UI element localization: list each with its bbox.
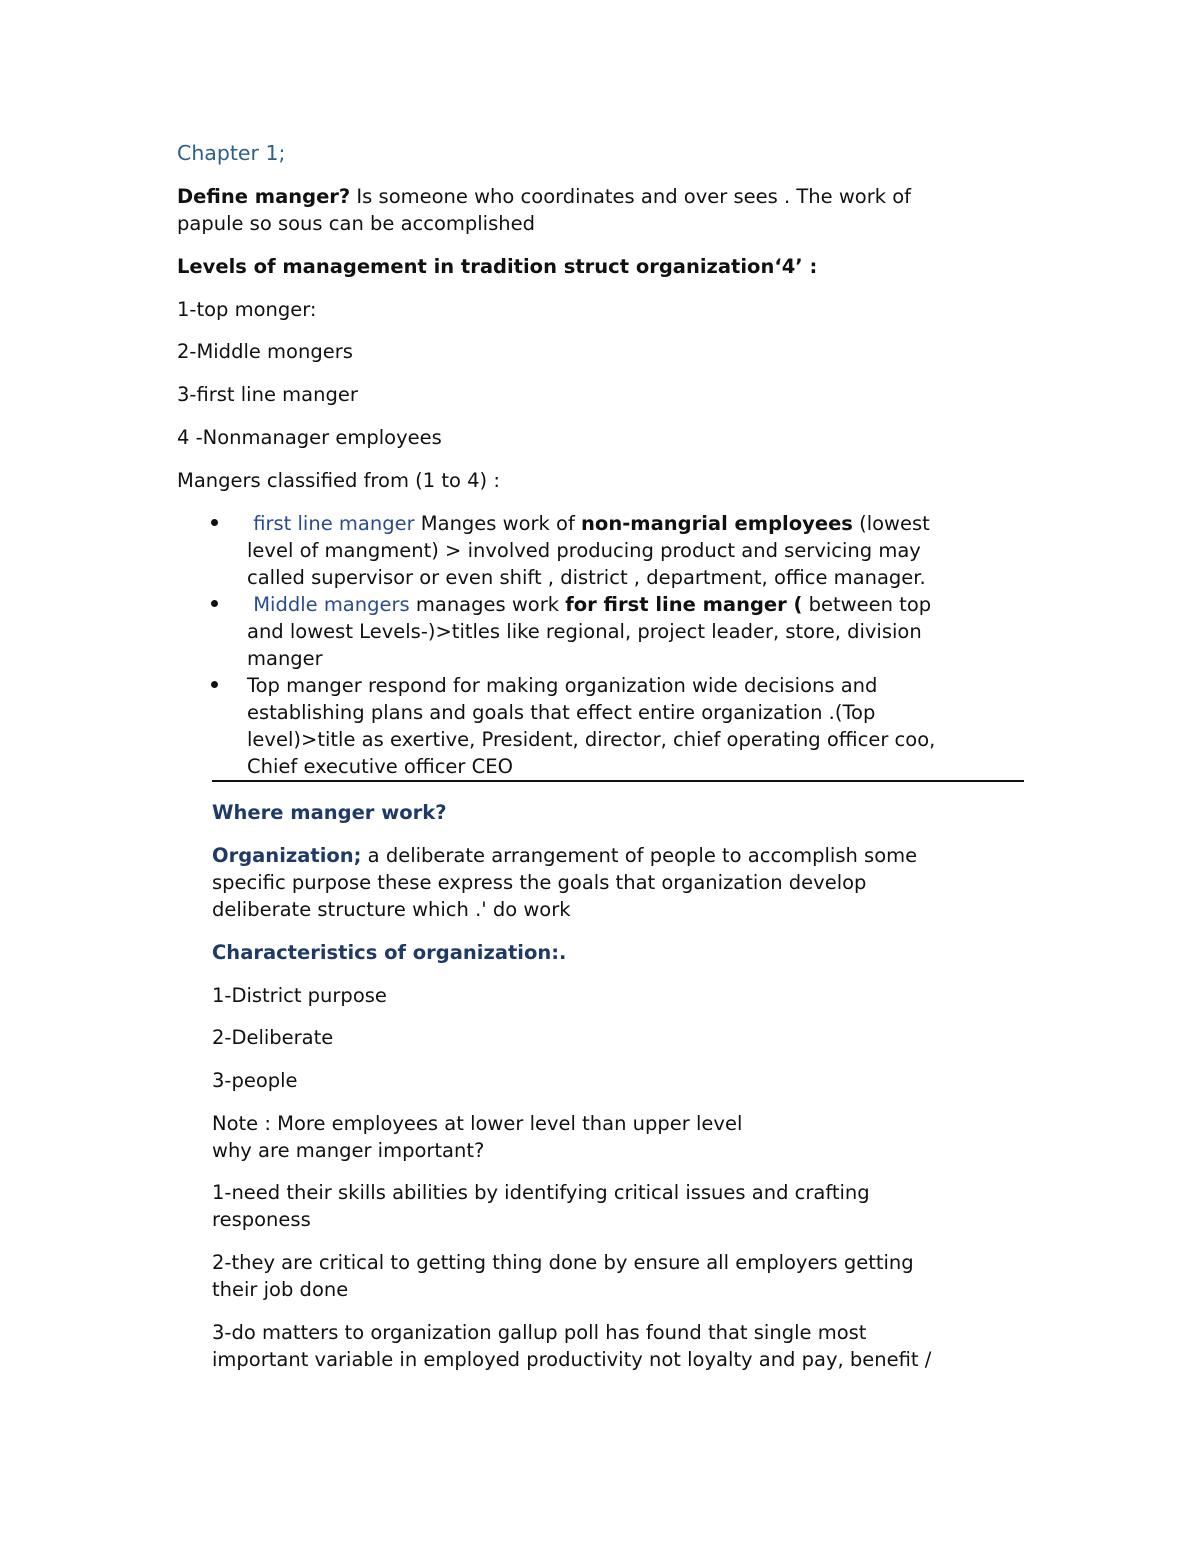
reason-1-line-1: 1-need their skills abilities by identifying critical issues and crafting [212, 1181, 870, 1204]
organization-text: a deliberate arrangement of people to accomplish some [361, 844, 918, 867]
term-first-line-manger: first line manger [253, 512, 415, 535]
levels-heading: Levels of management in tradition struct organization‘4’ : [177, 255, 818, 278]
term-middle-mangers: Middle mangers [253, 593, 410, 616]
chapter-title: Chapter 1; [177, 141, 286, 165]
bullet-2-line-1 [247, 591, 931, 618]
bullet-3-line-1: Top manger respond for making organization wide decisions and [247, 674, 878, 697]
characteristic-item: 2-Deliberate [212, 1026, 334, 1049]
bullet-bold: non-mangrial employees [581, 512, 853, 535]
bullet-text: Manges work of [414, 512, 582, 535]
note-text: Note : More employees at lower level than upper level [212, 1112, 743, 1135]
reason-3-line-1: 3-do matters to organization gallup poll has found that single most [212, 1321, 867, 1344]
bullet-3-line-3: level)>title as exertive, President, director, chief operating officer coo, [247, 728, 936, 751]
bullet-icon [211, 681, 218, 688]
reason-3-line-2: important variable in employed productivity not loyalty and pay, benefit / [212, 1348, 932, 1371]
characteristic-item: 1-District purpose [212, 984, 387, 1007]
characteristic-item: 3-people [212, 1069, 298, 1092]
bullet-1-line-2: level of mangment) > involved producing product and servicing may [247, 539, 921, 562]
organization-line-1 [212, 842, 917, 869]
bullet-1-line-3: called supervisor or even shift , district , department, office manager. [247, 566, 926, 589]
bullet-3-line-2: establishing plans and goals that effect entire organization .(Top [247, 701, 876, 724]
define-text: Is someone who coordinates and over sees . The work of [350, 185, 912, 208]
bullet-2-line-3: manger [247, 647, 323, 670]
bullet-icon [211, 519, 218, 526]
level-item: 4 -Nonmanager employees [177, 426, 442, 449]
bullet-text: (lowest [852, 512, 930, 535]
reason-2-line-1: 2-they are critical to getting thing done by ensure all employers getting [212, 1251, 914, 1274]
organization-label: Organization; [212, 844, 362, 867]
classified-text: Mangers classified from (1 to 4) : [177, 469, 500, 492]
define-line-2: papule so sous can be accomplished [177, 212, 535, 235]
bullet-1-line-1 [247, 510, 930, 537]
level-item: 1-top monger: [177, 298, 317, 321]
bullet-bold: for first line manger ( [565, 593, 803, 616]
bullet-text: between top [802, 593, 932, 616]
where-heading: Where manger work? [212, 801, 447, 824]
organization-line-2: specific purpose these express the goals that organization develop [212, 871, 867, 894]
organization-line-3: deliberate structure which .' do work [212, 898, 571, 921]
bullet-2-line-2: and lowest Levels-)>titles like regional, project leader, store, division [247, 620, 922, 643]
horizontal-rule [212, 780, 1024, 782]
bullet-icon [211, 600, 218, 607]
bullet-text: manages work [409, 593, 566, 616]
reason-2-line-2: their job done [212, 1278, 349, 1301]
reason-1-line-2: responess [212, 1208, 311, 1231]
define-line-1 [177, 183, 911, 210]
characteristics-heading: Characteristics of organization:. [212, 941, 567, 964]
why-text: why are manger important? [212, 1139, 485, 1162]
define-label: Define manger? [177, 185, 351, 208]
bullet-3-line-4: Chief executive officer CEO [247, 755, 513, 778]
level-item: 3-first line manger [177, 383, 358, 406]
level-item: 2-Middle mongers [177, 340, 353, 363]
